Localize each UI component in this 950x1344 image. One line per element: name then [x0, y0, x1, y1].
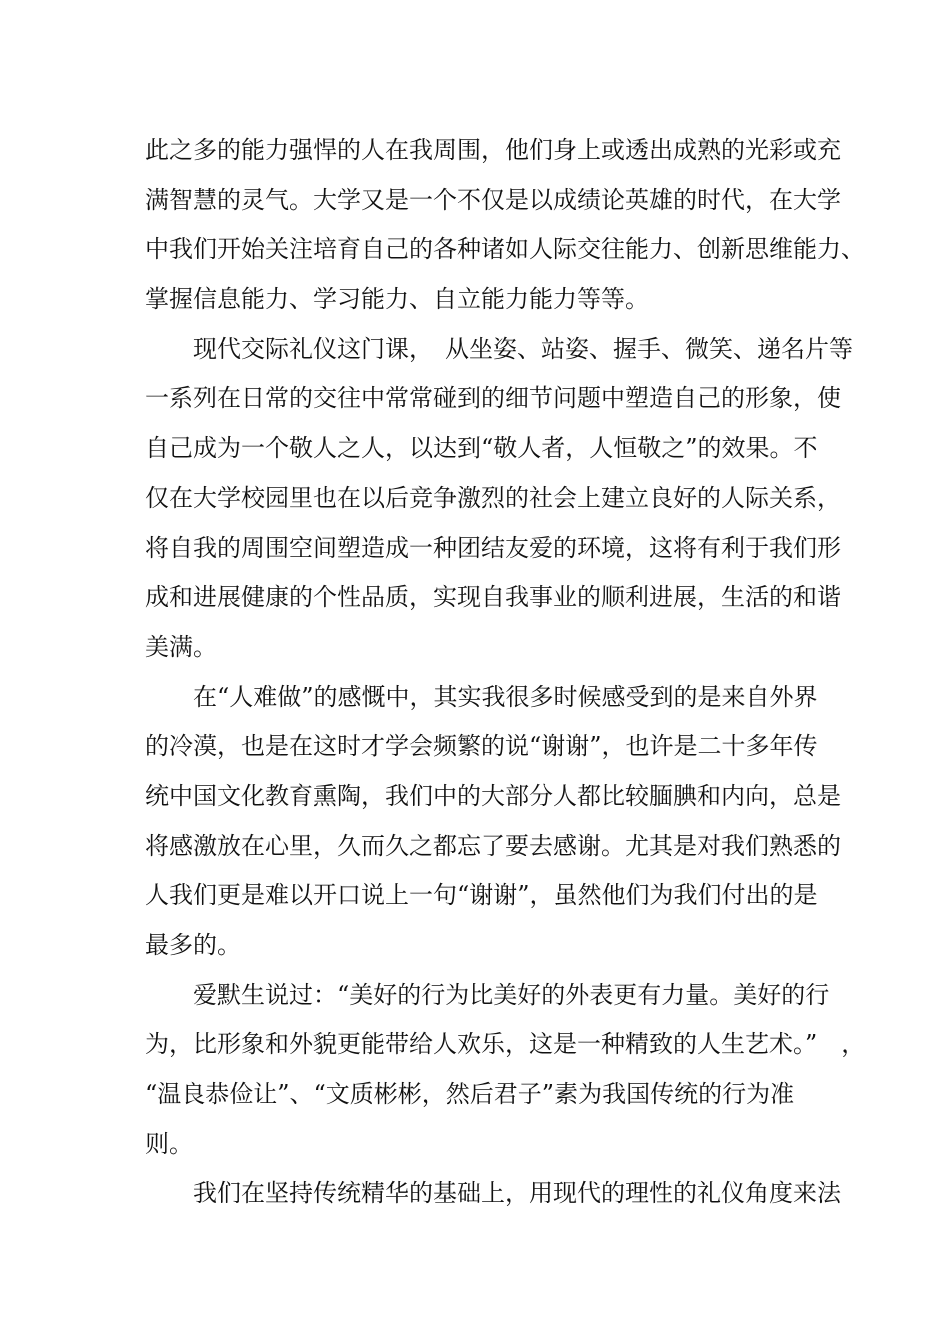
text-line: 现代交际礼仪这门课， 从坐姿、站姿、握手、微笑、递名片等 [145, 334, 853, 363]
text-line: 在“人难做”的感慨中，其实我很多时候感受到的是来自外界 [145, 682, 818, 711]
text-line: 成和进展健康的个性品质，实现自我事业的顺利进展，生活的和谐 [145, 583, 841, 612]
text-line: 将感激放在心里，久而久之都忘了要去感谢。尤其是对我们熟悉的 [145, 831, 841, 860]
text-line: 的冷漠，也是在这时才学会频繁的说“谢谢”，也许是二十多年传 [145, 732, 818, 761]
text-line: 人我们更是难以开口说上一句“谢谢”，虽然他们为我们付出的是 [145, 881, 818, 910]
text-line: 一系列在日常的交往中常常碰到的细节问题中塑造自己的形象，使 [145, 384, 841, 413]
text-line: 仅在大学校园里也在以后竞争激烈的社会上建立良好的人际关系， [145, 483, 841, 512]
text-line: 我们在坚持传统精华的基础上，用现代的理性的礼仪角度来法 [145, 1179, 841, 1208]
body-text [145, 126, 866, 1219]
text-line: 统中国文化教育熏陶，我们中的大部分人都比较腼腆和内向，总是 [145, 781, 841, 810]
text-line: 将自我的周围空间塑造成一种团结友爱的环境，这将有利于我们形 [145, 533, 841, 562]
text-line: 此之多的能力强悍的人在我周围，他们身上或透出成熟的光彩或充 [145, 136, 841, 164]
text-line: 自己成为一个敬人之人，以达到“敬人者，人恒敬之”的效果。不 [145, 434, 818, 463]
text-line: 为，比形象和外貌更能带给人欢乐，这是一种精致的人生艺术。” ， [145, 1030, 866, 1059]
text-line: 中我们开始关注培育自己的各种诸如人际交往能力、创新思维能力、 [145, 235, 865, 264]
text-line: 爱默生说过：“美好的行为比美好的外表更有力量。美好的行 [145, 980, 830, 1009]
text-line: 美满。 [145, 632, 217, 661]
text-line: 最多的。 [145, 931, 241, 959]
text-line: 满智慧的灵气。大学又是一个不仅是以成绩论英雄的时代，在大学 [145, 185, 841, 214]
text-line: “温良恭俭让”、“文质彬彬，然后君子”素为我国传统的行为准 [145, 1080, 795, 1109]
text-line: 掌握信息能力、学习能力、自立能力能力等等。 [145, 285, 649, 314]
text-line: 则。 [145, 1129, 193, 1158]
